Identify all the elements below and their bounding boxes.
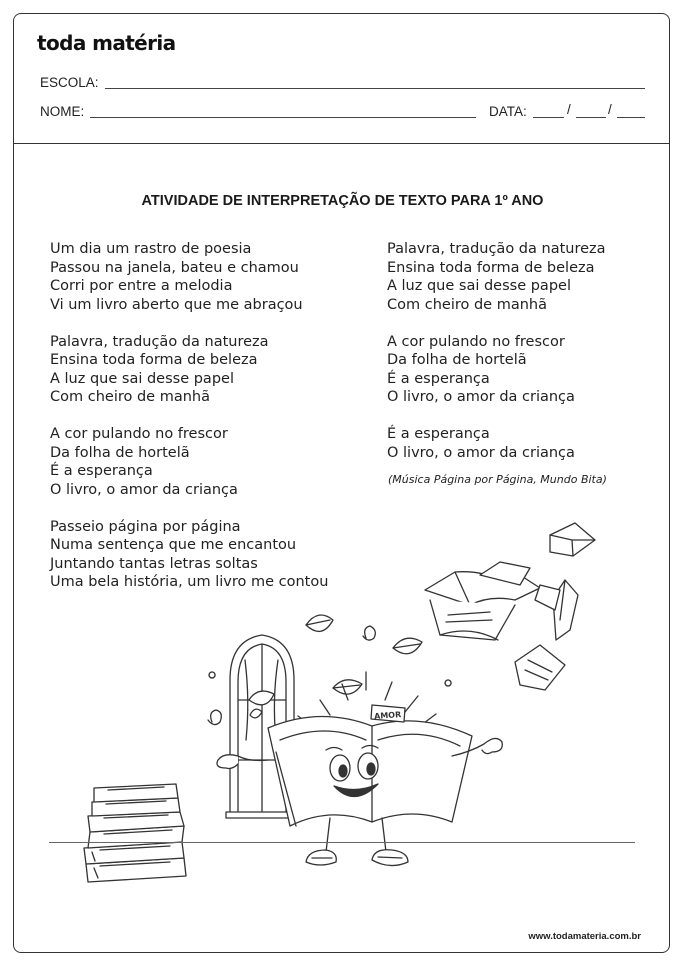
book-stack-icon	[84, 784, 186, 882]
poem-line: A cor pulando no frescor	[387, 333, 565, 350]
poem-line: Com cheiro de manhã	[387, 296, 547, 313]
poem-line: Com cheiro de manhã	[50, 389, 210, 405]
poem-line: É a esperança	[50, 463, 153, 479]
mint-leaf-icon	[393, 638, 422, 654]
poem-line: Juntando tantas letras soltas	[50, 555, 258, 572]
date-separator: /	[608, 102, 612, 117]
poem-line: Vi um livro aberto que me abraçou	[50, 296, 303, 313]
poem-line: Da folha de hortelã	[387, 352, 527, 368]
poem-line: Ensina toda forma de beleza	[50, 352, 258, 368]
flying-book-icon	[550, 523, 595, 556]
logo: toda matéria	[37, 31, 176, 55]
poem-line: Passeio página por página	[50, 518, 241, 535]
amor-label: AMOR	[373, 710, 402, 721]
mint-leaf-icon	[306, 615, 333, 631]
poem-line: Palavra, tradução da natureza	[387, 241, 606, 257]
poem-credit: (Música Página por Página, Mundo Bita)	[388, 473, 607, 486]
flying-book-icon	[515, 645, 565, 690]
poem-line: Palavra, tradução da natureza	[50, 333, 269, 350]
date-separator: /	[567, 102, 571, 117]
poem-line: O livro, o amor da criança	[387, 389, 575, 405]
name-label: NOME:	[40, 104, 85, 119]
flying-book-icon	[425, 572, 540, 640]
website-link[interactable]: www.todamateria.com.br	[528, 931, 641, 942]
ground-line	[49, 842, 635, 843]
poem-line: O livro, o amor da criança	[50, 481, 238, 498]
poem-line: Ensina toda forma de beleza	[387, 259, 595, 276]
page-title: ATIVIDADE DE INTERPRETAÇÃO DE TEXTO PARA 1º ANO	[141, 193, 544, 209]
poem-line: A luz que sai desse papel	[50, 370, 234, 387]
poem-line: Uma bela história, um livro me contou	[50, 574, 329, 590]
poem-line: É a esperança	[387, 370, 490, 387]
mint-leaf-icon	[333, 680, 362, 694]
poem-line: A luz que sai desse papel	[387, 278, 571, 294]
poem-line: Numa sentença que me encantou	[50, 537, 297, 553]
poem-line: Da folha de hortelã	[50, 444, 190, 461]
poem-line: Passou na janela, bateu e chamou	[50, 259, 299, 276]
poem-line: Corri por entre a melodia	[50, 278, 233, 294]
date-label: DATA:	[489, 104, 527, 119]
poem-line: É a esperança	[387, 426, 490, 442]
poem-line: Um dia um rastro de poesia	[50, 241, 252, 257]
poem-line: O livro, o amor da criança	[387, 444, 575, 461]
poem-line: A cor pulando no frescor	[50, 426, 228, 442]
school-label: ESCOLA:	[40, 75, 99, 90]
